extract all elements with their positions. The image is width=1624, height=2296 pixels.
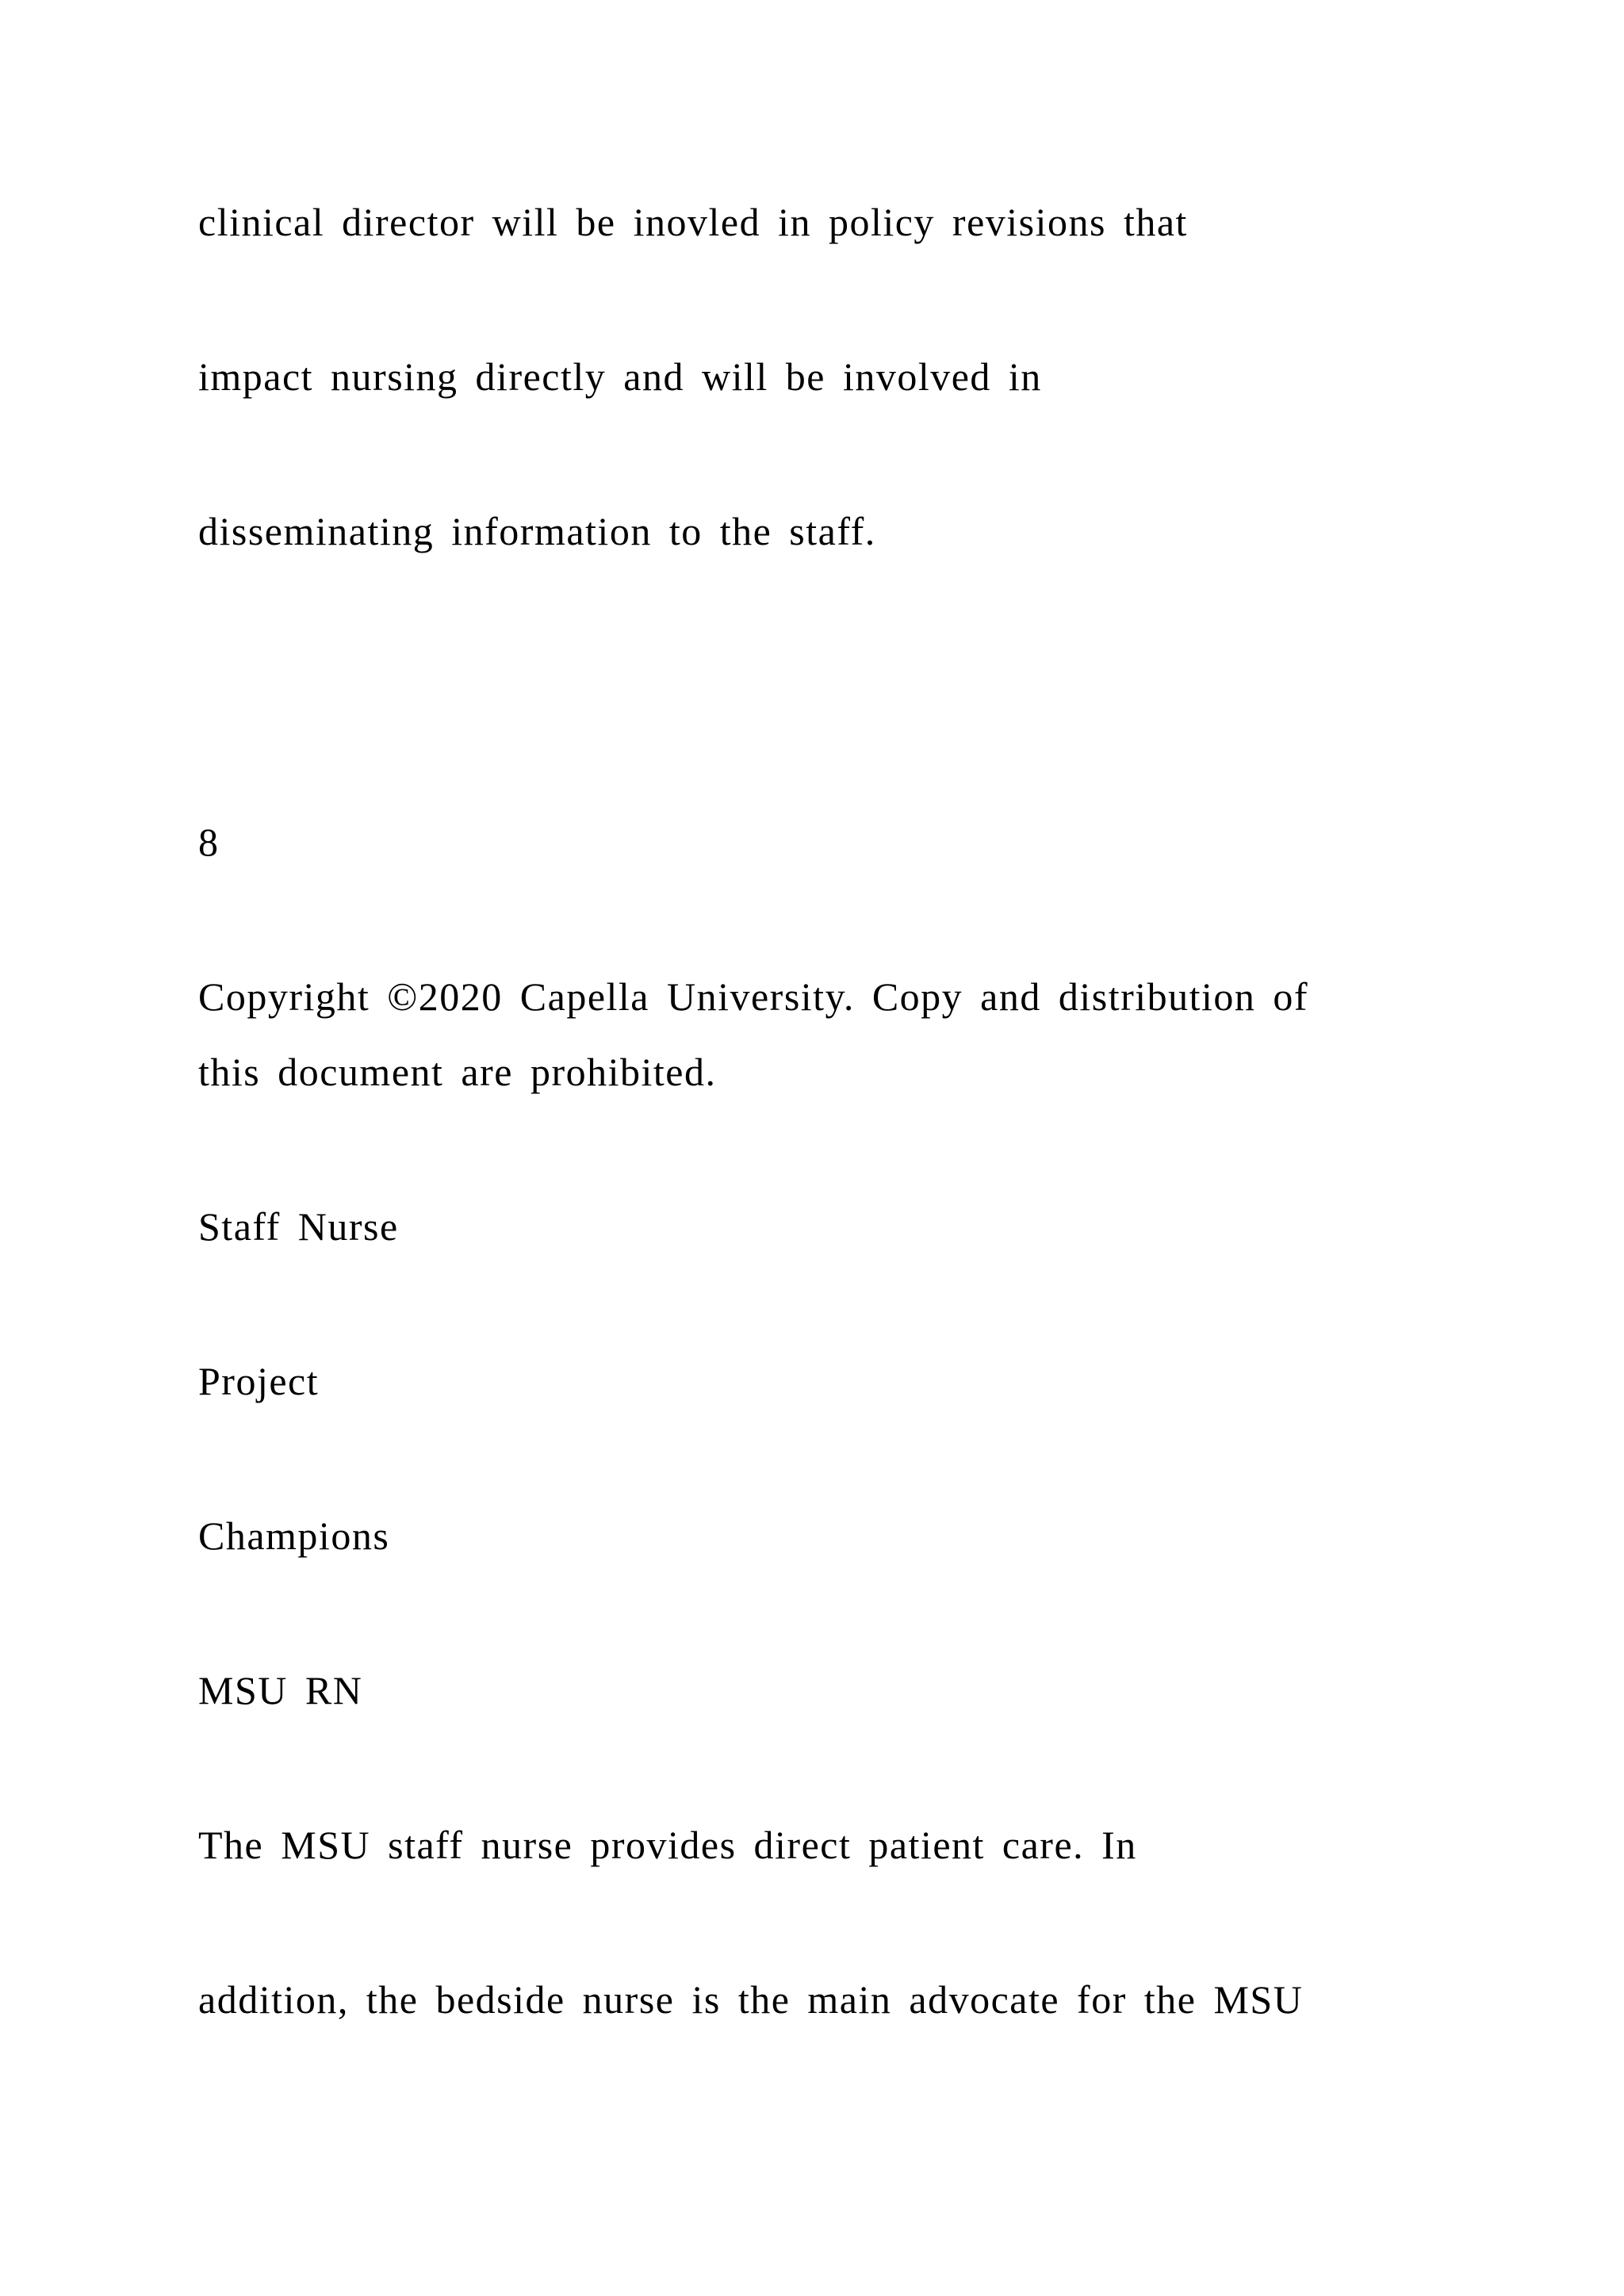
body-text-line: impact nursing directly and will be involved in [198, 354, 1042, 399]
body-text-line: The MSU staff nurse provides direct patient care. In [198, 1823, 1137, 1867]
table-cell-role: Project [198, 1359, 320, 1403]
table-cell-role: Staff Nurse [198, 1204, 399, 1249]
body-text-line: addition, the bedside nurse is the main advocate for the MSU [198, 1977, 1304, 2022]
table-cell-title: MSU RN [198, 1668, 363, 1712]
copyright-notice: Copyright ©2020 Capella University. Copy and distribution of [198, 974, 1309, 1019]
body-text-line: clinical director will be inovled in policy revisions that [198, 200, 1188, 244]
body-text-line: disseminating information to the staff. [198, 509, 876, 553]
table-cell-role: Champions [198, 1513, 390, 1558]
copyright-notice-continued: this document are prohibited. [198, 1050, 717, 1094]
page-number: 8 [198, 820, 220, 864]
